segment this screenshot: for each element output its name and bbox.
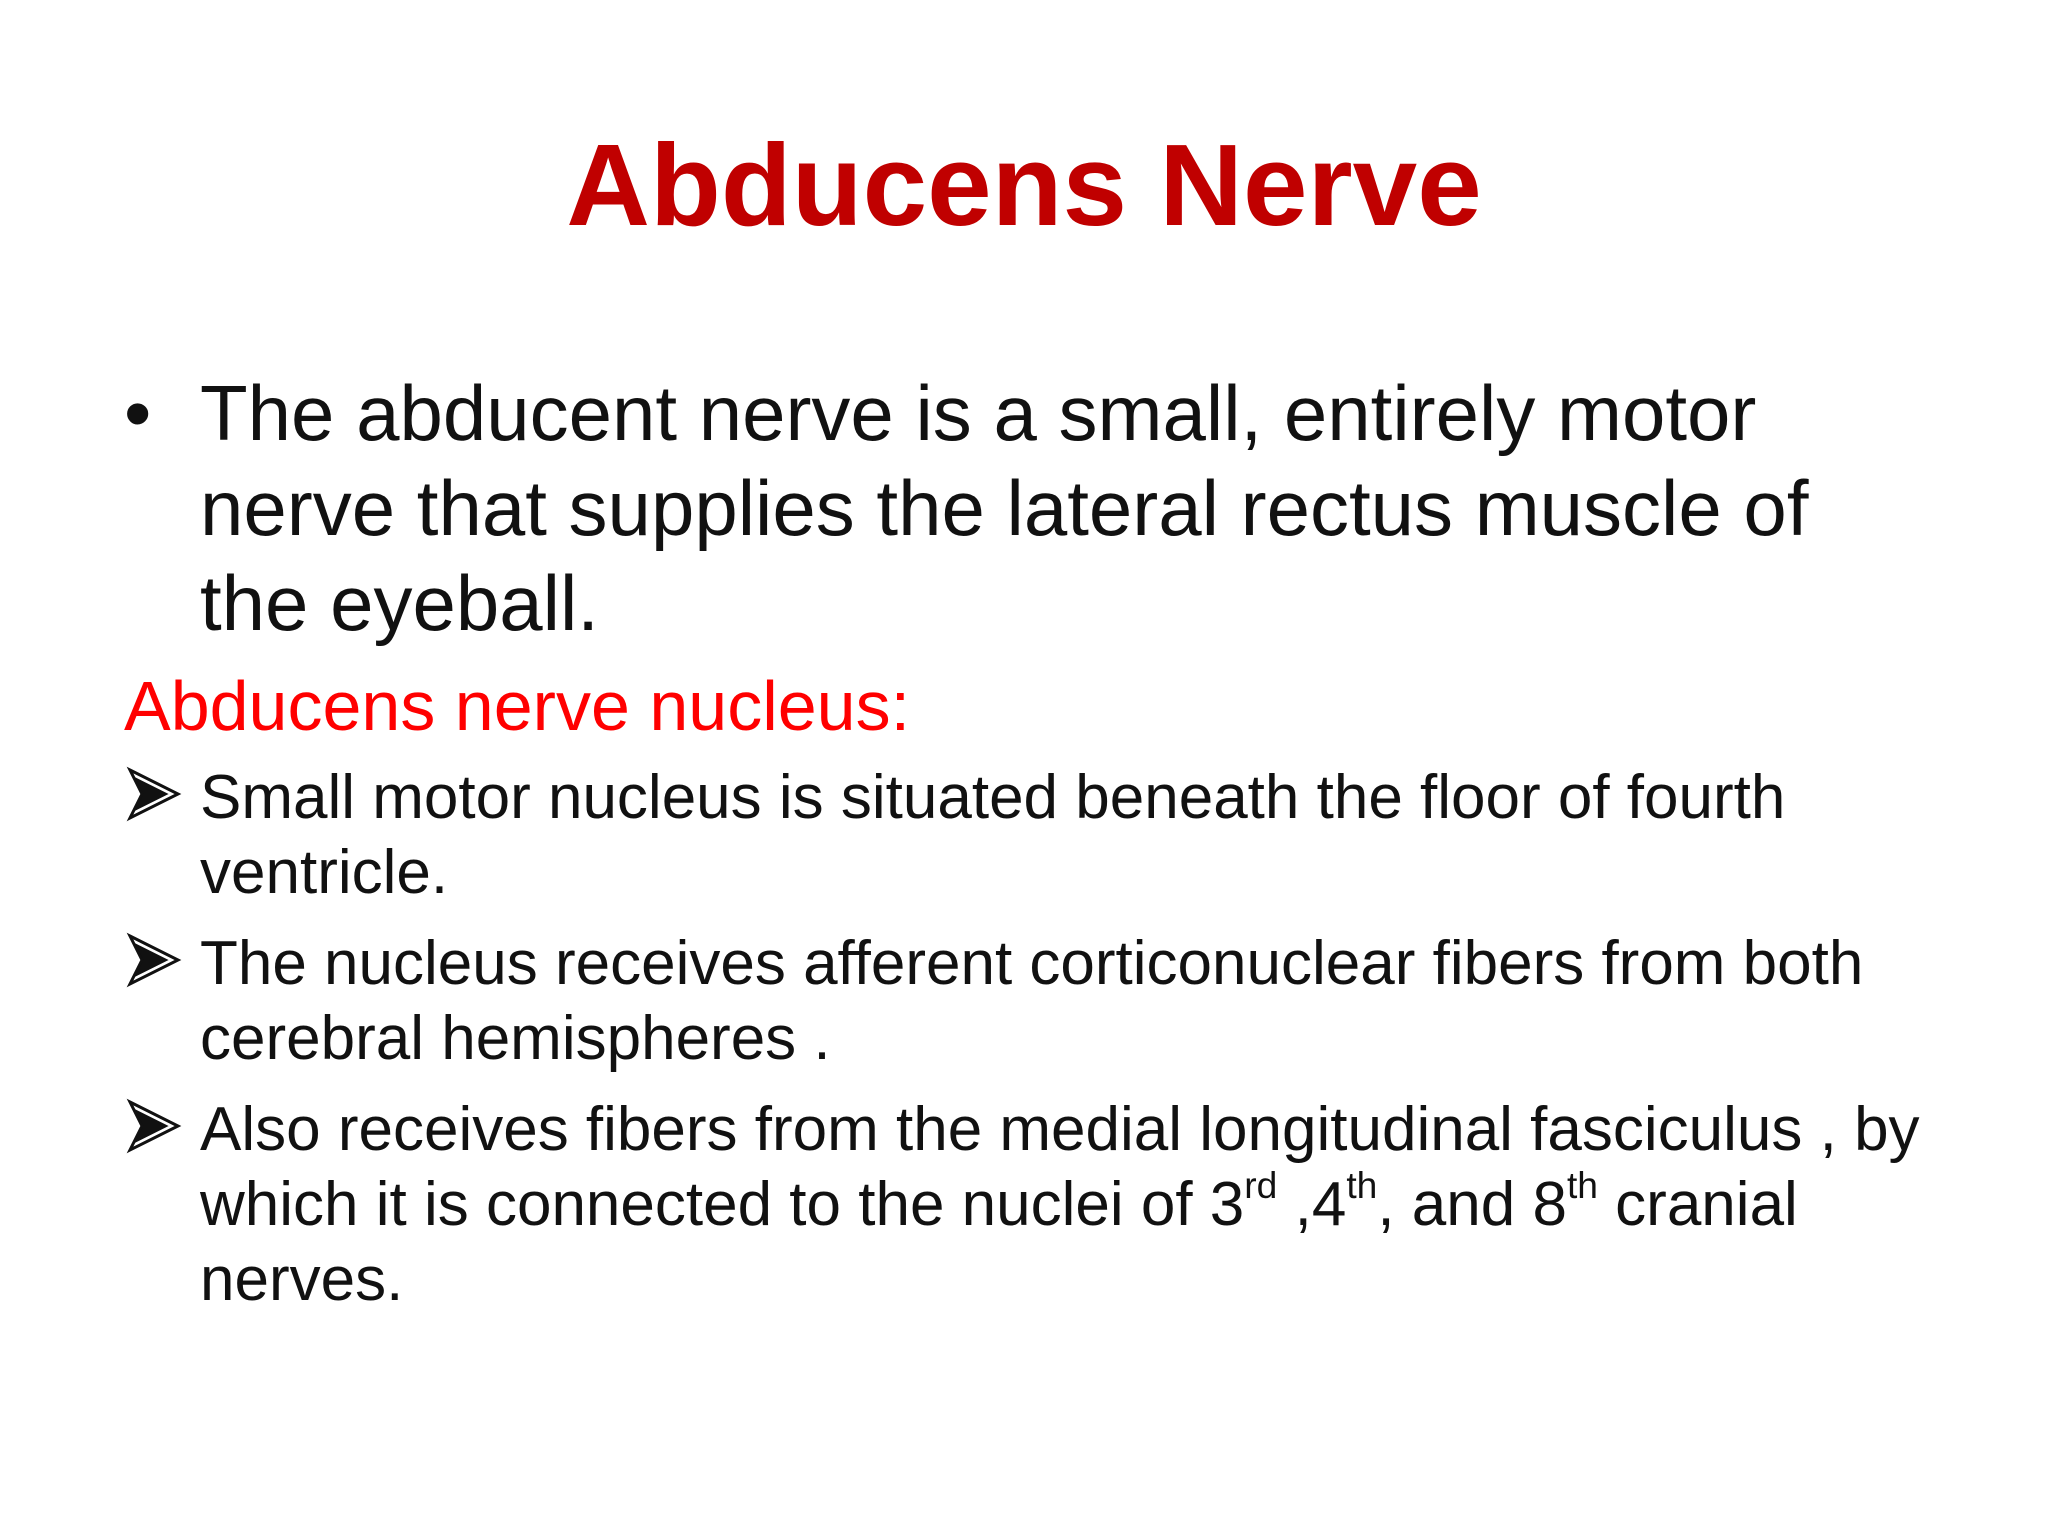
arrowhead-bullet-icon — [124, 930, 184, 990]
arrow-item-text-part: ,4 — [1277, 1170, 1347, 1239]
arrow-item-text: Small motor nucleus is situated beneath the floor of fourth ventricle. — [200, 763, 1786, 907]
ordinal-suffix: rd — [1244, 1163, 1278, 1206]
arrow-bullet-list — [124, 760, 1924, 1333]
slide-title: Abducens Nerve — [566, 120, 1482, 250]
main-bullet-text: The abducent nerve is a small, entirely motor nerve that supplies the lateral rectus muscle of the eyeball. — [200, 369, 1809, 647]
arrow-item-text-part: Also receives fibers from the medial longitudinal fasciculus , by which it is connected to the nuclei of 3 — [200, 1095, 1920, 1239]
ordinal-suffix: th — [1566, 1163, 1598, 1206]
arrow-list-item — [124, 760, 1924, 910]
arrow-item-text: The nucleus receives afferent corticonuclear fibers from both cerebral hemispheres . — [200, 929, 1864, 1073]
bullet-dot-icon: • — [124, 369, 152, 457]
ordinal-suffix: th — [1346, 1163, 1378, 1206]
arrow-list-item — [124, 1092, 1924, 1317]
arrowhead-bullet-icon — [124, 1096, 184, 1156]
section-subheading: Abducens nerve nucleus: — [124, 667, 911, 745]
arrow-item-text-part: cranial nerves. — [200, 1170, 1798, 1314]
main-bullet — [124, 366, 1914, 651]
arrow-item-text-part: , and 8 — [1377, 1170, 1567, 1239]
arrowhead-bullet-icon — [124, 764, 184, 824]
arrow-item-text — [200, 1092, 1924, 1317]
arrow-list-item — [124, 926, 1924, 1076]
